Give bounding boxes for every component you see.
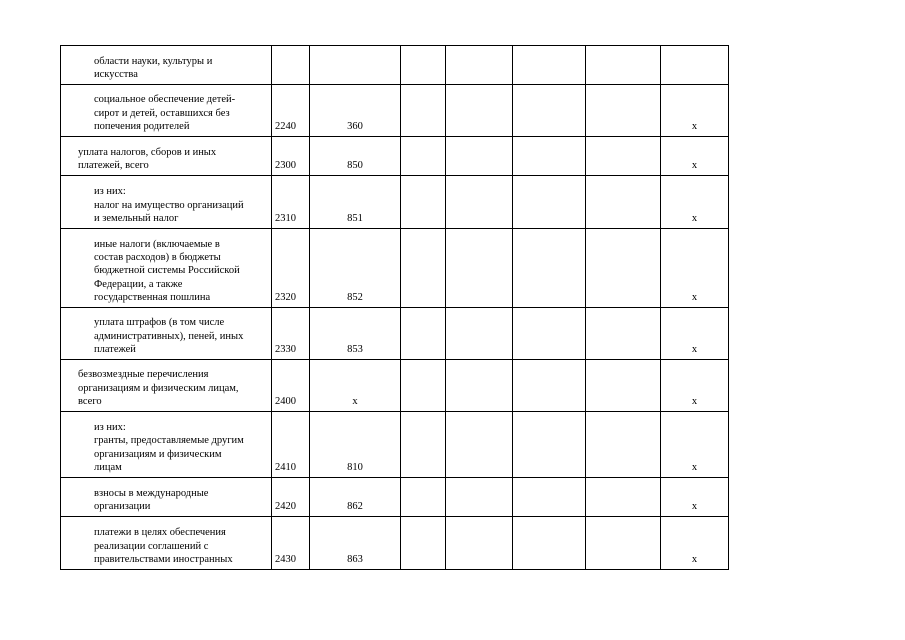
row-code-cell: 2240	[272, 85, 310, 137]
empty-cell	[446, 360, 513, 412]
row-name-line: государственная пошлина	[94, 291, 211, 303]
table-row	[61, 360, 729, 412]
row-kbk-cell: 853	[310, 308, 401, 360]
row-mark-cell: x	[661, 308, 729, 360]
empty-cell	[401, 85, 446, 137]
empty-cell	[446, 412, 513, 478]
row-name-line: и земельный налог	[94, 212, 179, 224]
row-code-cell: 2400	[272, 360, 310, 412]
empty-cell	[401, 412, 446, 478]
row-code-cell: 2310	[272, 176, 310, 229]
row-name-cell	[61, 308, 272, 360]
empty-cell	[586, 229, 661, 308]
row-name-line: состав расходов) в бюджеты	[94, 252, 221, 264]
row-name-line: налог на имущество организаций	[94, 199, 244, 211]
row-kbk-cell: 851	[310, 176, 401, 229]
empty-cell	[446, 229, 513, 308]
row-name-cell	[61, 412, 272, 478]
empty-cell	[401, 360, 446, 412]
empty-cell	[513, 176, 586, 229]
row-name-line: организации	[94, 500, 151, 512]
row-name-cell	[61, 176, 272, 229]
empty-cell	[513, 308, 586, 360]
row-name-line: Федерации, а также	[94, 278, 183, 290]
budget-table	[60, 45, 729, 570]
row-name-line: гранты, предоставляемые другим	[94, 435, 244, 447]
table-row	[61, 478, 729, 517]
row-kbk-cell: 852	[310, 229, 401, 308]
row-name-line: области науки, культуры и	[94, 55, 213, 67]
empty-cell	[586, 85, 661, 137]
row-name-line: бюджетной системы Российской	[94, 265, 240, 277]
row-kbk-cell: x	[310, 360, 401, 412]
row-mark-cell: x	[661, 229, 729, 308]
empty-cell	[513, 412, 586, 478]
row-mark-cell: x	[661, 85, 729, 137]
empty-cell	[446, 46, 513, 85]
empty-cell	[446, 85, 513, 137]
table-row	[61, 308, 729, 360]
row-name-line: уплата штрафов (в том числе	[94, 317, 225, 329]
empty-cell	[513, 46, 586, 85]
row-code-cell: 2300	[272, 137, 310, 176]
row-name-cell	[61, 46, 272, 85]
row-name-line: социальное обеспечение детей-	[94, 94, 236, 106]
empty-cell	[401, 517, 446, 570]
row-code-cell: 2330	[272, 308, 310, 360]
row-name-line: платежей	[94, 343, 136, 355]
row-name-cell	[61, 360, 272, 412]
row-name-line: безвозмездные перечисления	[78, 369, 209, 381]
empty-cell	[446, 478, 513, 517]
empty-cell	[586, 412, 661, 478]
row-mark-cell	[661, 46, 729, 85]
row-mark-cell: x	[661, 517, 729, 570]
empty-cell	[586, 478, 661, 517]
empty-cell	[513, 137, 586, 176]
row-name-line: платежей, всего	[78, 159, 149, 171]
empty-cell	[513, 517, 586, 570]
row-name-line: сирот и детей, оставшихся без	[94, 107, 230, 119]
row-name-line: иные налоги (включаемые в	[94, 238, 220, 250]
row-kbk-cell: 850	[310, 137, 401, 176]
row-name-line: организациям и физическим	[94, 448, 222, 460]
row-code-cell: 2320	[272, 229, 310, 308]
row-kbk-cell	[310, 46, 401, 85]
row-mark-cell: x	[661, 412, 729, 478]
row-name-cell	[61, 229, 272, 308]
row-name-line: правительствами иностранных	[94, 553, 233, 565]
empty-cell	[586, 176, 661, 229]
empty-cell	[401, 229, 446, 308]
empty-cell	[513, 478, 586, 517]
row-mark-cell: x	[661, 137, 729, 176]
empty-cell	[586, 360, 661, 412]
empty-cell	[446, 176, 513, 229]
table-row	[61, 517, 729, 570]
row-name-line: уплата налогов, сборов и иных	[78, 146, 217, 158]
empty-cell	[446, 517, 513, 570]
empty-cell	[401, 478, 446, 517]
row-name-line: попечения родителей	[94, 120, 190, 132]
row-kbk-cell: 862	[310, 478, 401, 517]
row-name-line: из них:	[94, 186, 126, 198]
table-row	[61, 46, 729, 85]
row-code-cell: 2430	[272, 517, 310, 570]
row-kbk-cell: 360	[310, 85, 401, 137]
empty-cell	[401, 137, 446, 176]
row-name-cell	[61, 478, 272, 517]
table-row	[61, 137, 729, 176]
empty-cell	[401, 46, 446, 85]
table-row	[61, 412, 729, 478]
empty-cell	[446, 308, 513, 360]
row-kbk-cell: 863	[310, 517, 401, 570]
row-code-cell: 2420	[272, 478, 310, 517]
row-name-line: взносы в международные	[94, 487, 209, 499]
row-code-cell	[272, 46, 310, 85]
empty-cell	[446, 137, 513, 176]
row-name-line: всего	[78, 395, 102, 407]
empty-cell	[586, 137, 661, 176]
row-name-line: из них:	[94, 422, 126, 434]
row-name-line: реализации соглашений с	[94, 540, 209, 552]
table-row	[61, 229, 729, 308]
row-name-cell	[61, 85, 272, 137]
row-name-line: платежи в целях обеспечения	[94, 527, 226, 539]
table-row	[61, 176, 729, 229]
row-name-line: лицам	[94, 461, 122, 473]
row-mark-cell: x	[661, 478, 729, 517]
row-mark-cell: x	[661, 360, 729, 412]
table-row	[61, 85, 729, 137]
row-kbk-cell: 810	[310, 412, 401, 478]
empty-cell	[513, 85, 586, 137]
empty-cell	[401, 308, 446, 360]
empty-cell	[586, 517, 661, 570]
row-code-cell: 2410	[272, 412, 310, 478]
empty-cell	[513, 360, 586, 412]
row-name-cell	[61, 137, 272, 176]
empty-cell	[401, 176, 446, 229]
row-mark-cell: x	[661, 176, 729, 229]
empty-cell	[513, 229, 586, 308]
row-name-line: административных), пеней, иных	[94, 330, 244, 342]
row-name-line: организациям и физическим лицам,	[78, 382, 239, 394]
row-name-cell	[61, 517, 272, 570]
empty-cell	[586, 308, 661, 360]
empty-cell	[586, 46, 661, 85]
row-name-line: искусства	[94, 68, 138, 80]
